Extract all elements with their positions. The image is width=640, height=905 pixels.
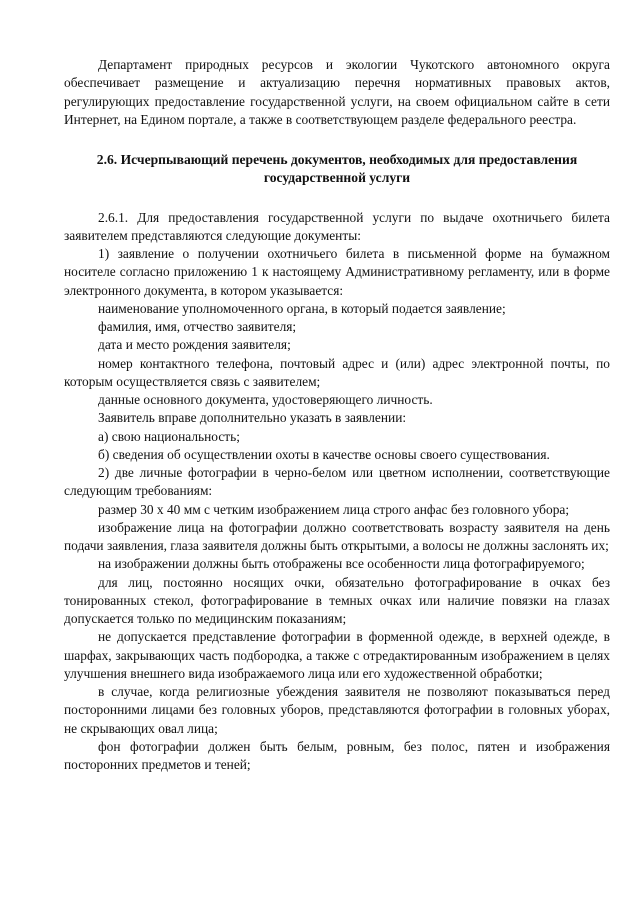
paragraph-optional-info: Заявитель вправе дополнительно указать в заявлении:: [98, 410, 407, 426]
section-heading: 2.6. Исчерпывающий перечень документов, необходимых для предоставления государственной услуги: [96, 152, 578, 186]
paragraph-photos: 2) две личные фотографии в черно-белом или цветном исполнении, соответствующие следующим требованиям:: [64, 465, 610, 499]
paragraph-authority-name: наименование уполномоченного органа, в который подается заявление;: [98, 300, 506, 316]
paragraph-photo-background: фон фотографии должен быть белым, ровным, без полос, пятен и изображения посторонних предметов и теней;: [64, 738, 610, 772]
paragraph-photo-religious: в случае, когда религиозные убеждения заявителя не позволяют показываться перед посторонними лицами без головных уборов, представляются фотографии в головных уборах, не скрывающих овал лица;: [64, 684, 610, 736]
paragraph-identity-document: данные основного документа, удостоверяющего личность.: [98, 392, 433, 407]
intro-paragraph: Департамент природных ресурсов и экологии Чукотского автономного округа обеспечивает размещение и актуализацию перечня нормативных правовых актов, регулирующих предоставление государственной услуги, на своем официальном сайте в сети Интернет, на Едином портале, а также в соответствующем разделе федерального реестра.: [64, 57, 610, 127]
paragraph-nationality: а) свою национальность;: [98, 428, 240, 444]
paragraph-photo-glasses: для лиц, постоянно носящих очки, обязательно фотографирование в очках без тонированных стекол, фотографирование в темных очках или наличие повязки на глазах допускается только по медицинским показаниям;: [64, 574, 610, 626]
paragraph-photo-clothing: не допускается представление фотографии в форменной одежде, в верхней одежде, в шарфах, закрывающих часть подбородка, а также с отредактированным изображением в целях улучшения внешнего вида изображаемого лица или его художественной обработки;: [64, 629, 610, 681]
paragraph-photo-size: размер 30 x 40 мм с четким изображением лица строго анфас без головного убора;: [98, 501, 570, 517]
paragraph-photo-age: изображение лица на фотографии должно соответствовать возрасту заявителя на день подачи заявления, глаза заявителя должны быть открытыми, а волосы не должны заслонять их;: [64, 519, 610, 553]
paragraph-application: 1) заявление о получении охотничьего билета в письменной форме на бумажном носителе согласно приложению 1 к настоящему Административному регламенту, или в форме электронного документа, в котором указывается:: [64, 246, 610, 298]
paragraph-2-6-1: 2.6.1. Для предоставления государственной услуги по выдаче охотничьего билета заявителем представляются следующие документы:: [64, 209, 610, 243]
paragraph-birth: дата и место рождения заявителя;: [98, 337, 291, 353]
paragraph-hunting-livelihood: б) сведения об осуществлении охоты в качестве основы своего существования.: [98, 446, 550, 462]
document-page: [64, 56, 610, 774]
paragraph-full-name: фамилия, имя, отчество заявителя;: [98, 319, 297, 334]
paragraph-photo-features: на изображении должны быть отображены все особенности лица фотографируемого;: [98, 556, 585, 572]
paragraph-contacts: номер контактного телефона, почтовый адрес и (или) адрес электронной почты, по которым осуществляется связь с заявителем;: [64, 355, 610, 389]
